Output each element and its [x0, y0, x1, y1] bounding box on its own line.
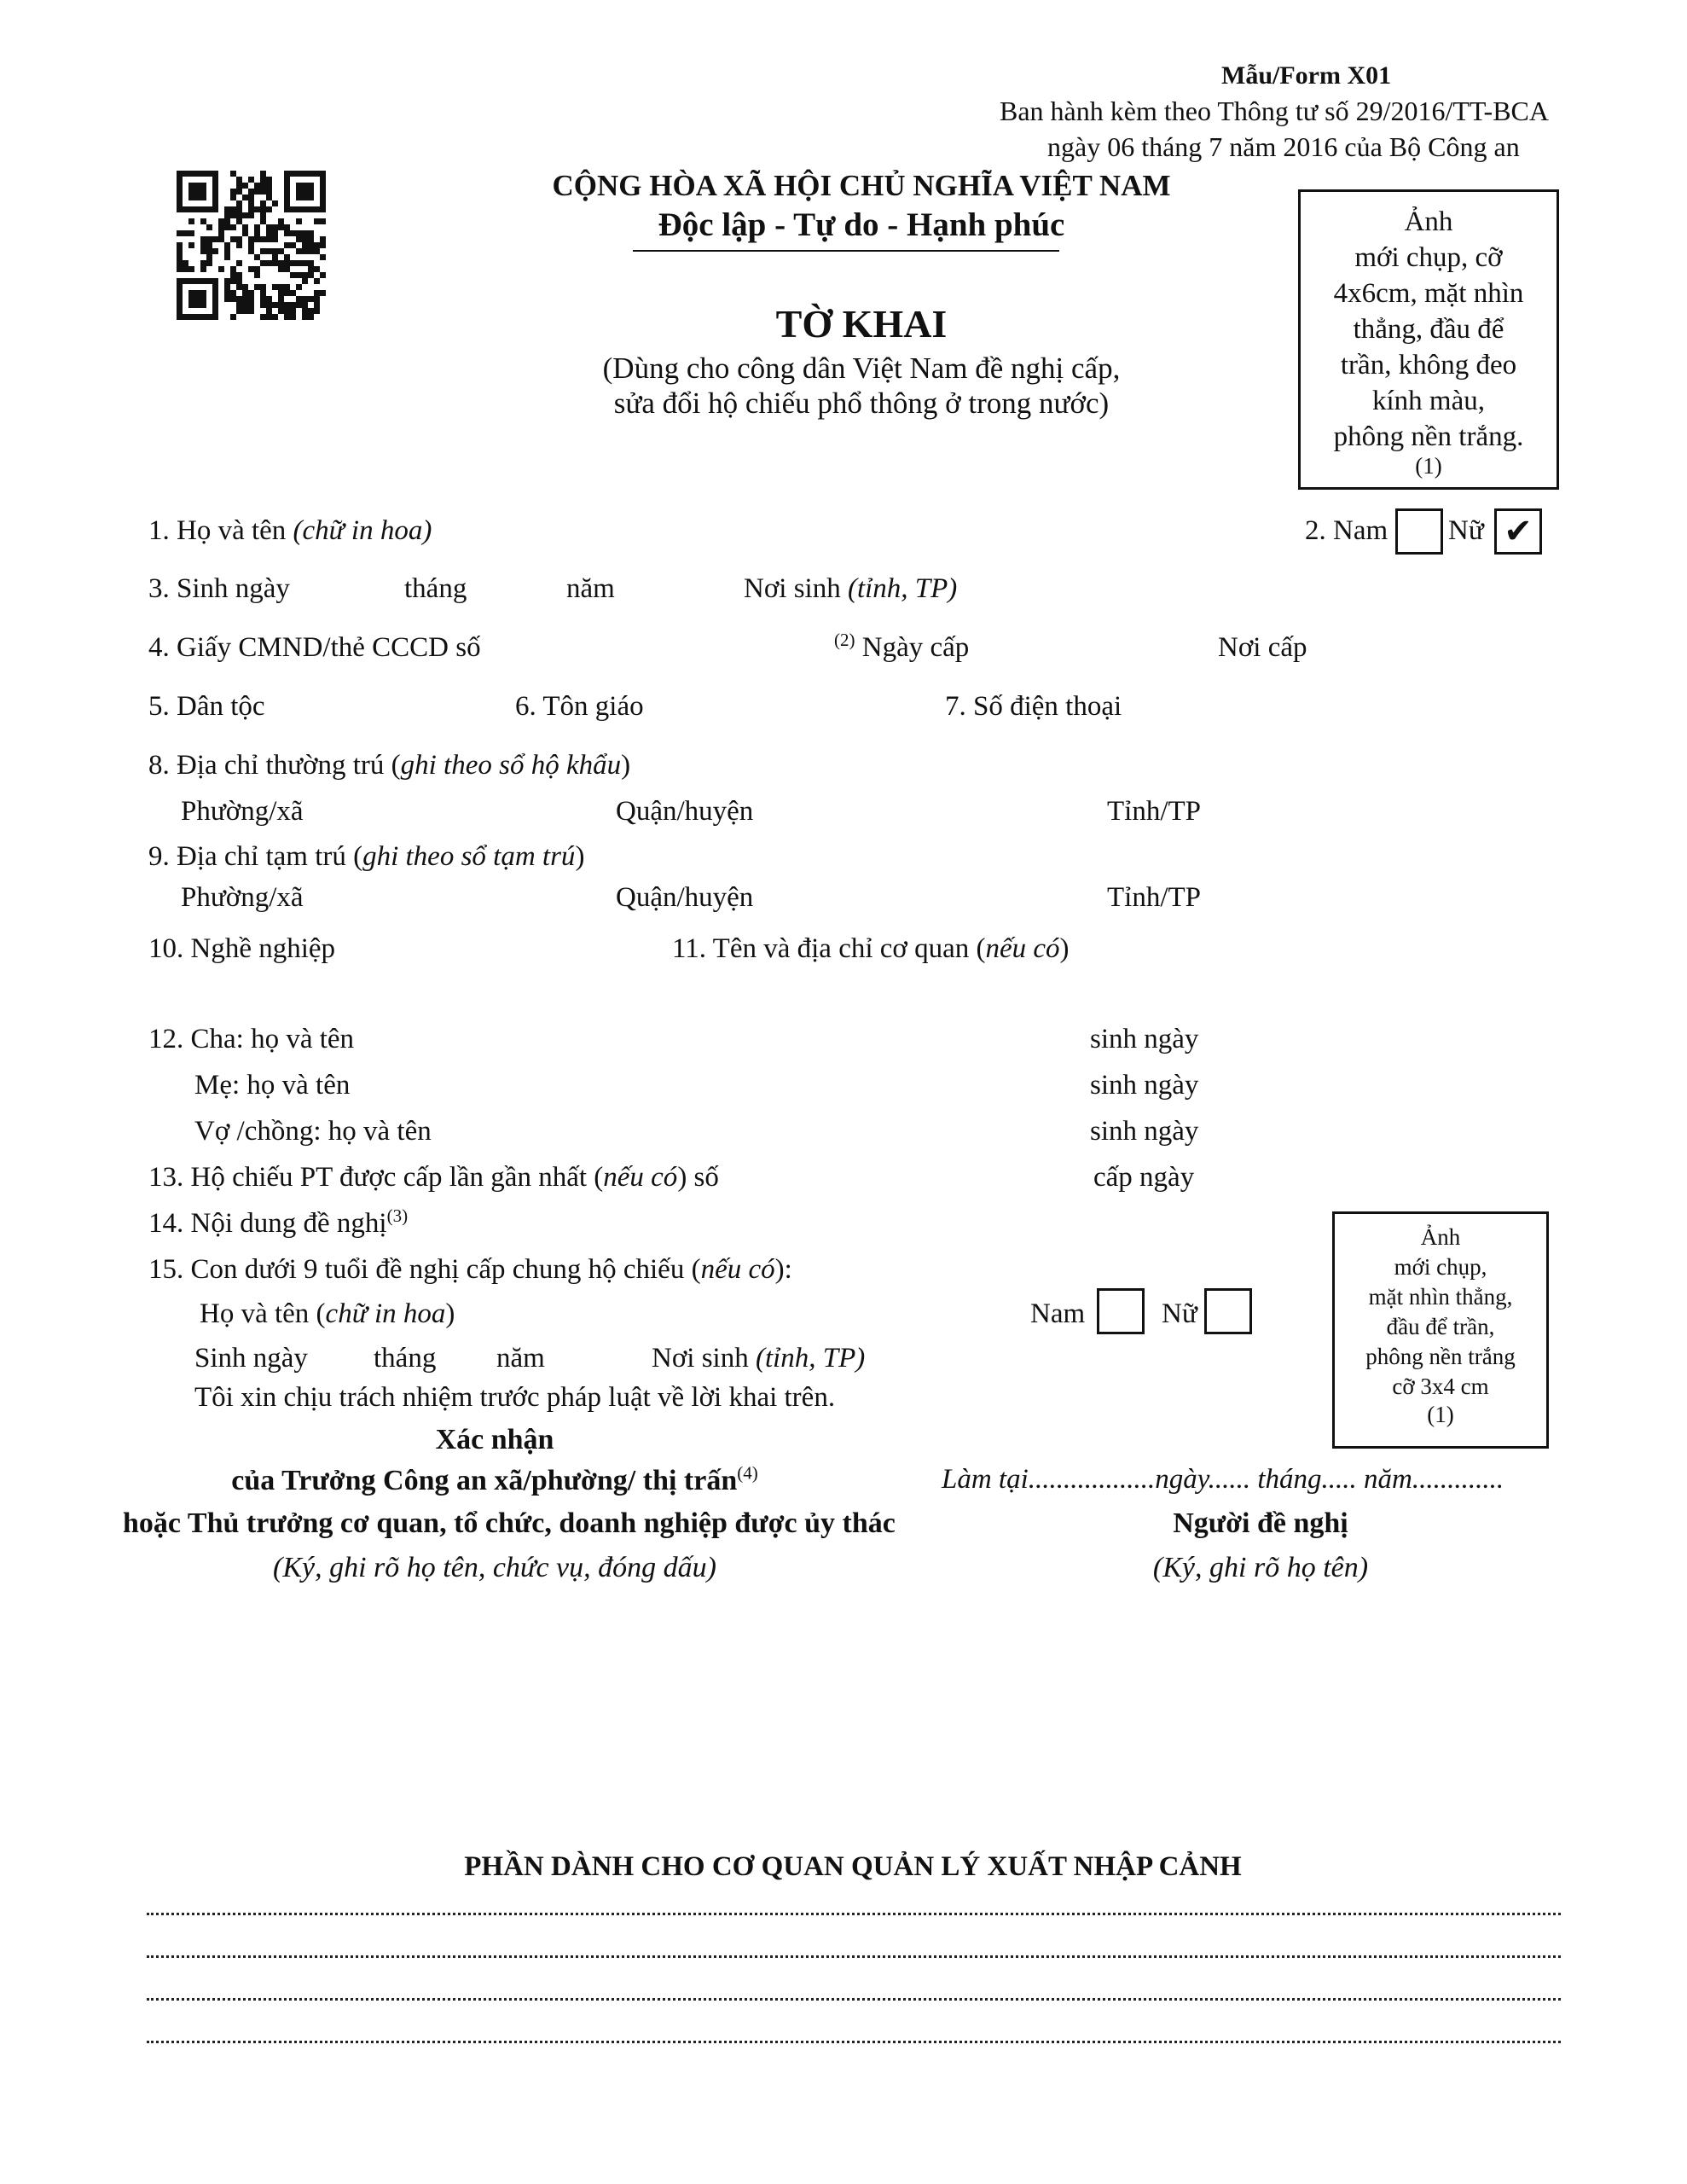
permanent-province-label: Tỉnh/TP	[1107, 796, 1202, 827]
photo-note: (1)	[1415, 453, 1442, 479]
child-female-checkbox[interactable]	[1204, 1288, 1252, 1334]
child-photo-instruction-line: mới chụp,	[1394, 1254, 1487, 1280]
form-title: TỜ KHAI	[775, 302, 948, 346]
child-birth-year-label: năm	[496, 1343, 545, 1374]
spouse-birth-date-label: sinh ngày	[1090, 1116, 1199, 1147]
office-line-4	[147, 2041, 1561, 2043]
applicant-title: Người đề nghị	[1173, 1507, 1348, 1539]
field-id-issue-place-label: Nơi cấp	[1218, 632, 1307, 663]
photo-instruction-line: kính màu,	[1372, 386, 1485, 416]
permanent-ward-label: Phường/xã	[181, 796, 304, 827]
qr-code-icon	[177, 171, 326, 320]
field-child-label: 15. Con dưới 9 tuổi đề nghị cấp chung hộ chiếu (nếu có):	[148, 1254, 792, 1285]
child-male-label: Nam	[1030, 1298, 1086, 1329]
photo-instruction-line: thẳng, đầu để	[1353, 314, 1504, 345]
child-photo-instruction-line: phông nền trắng	[1365, 1344, 1516, 1369]
photo-instruction-line: 4x6cm, mặt nhìn	[1333, 278, 1524, 309]
field-request-content-label: 14. Nội dung đề nghị$^{(3)}$	[148, 1205, 409, 1239]
field-birth-date-label: 3. Sinh ngày	[148, 573, 290, 604]
gender-male-checkbox[interactable]	[1395, 508, 1443, 555]
form-code: Mẫu/Form X01	[1221, 61, 1392, 90]
field-religion-label: 6. Tôn giáo	[515, 691, 644, 722]
temporary-district-label: Quận/huyện	[616, 882, 754, 913]
country-name: CỘNG HÒA XÃ HỘI CHỦ NGHĨA VIỆT NAM	[552, 169, 1171, 202]
field-employer-label: 11. Tên và địa chỉ cơ quan (nếu có)	[672, 933, 1070, 964]
confirmation-line-2: hoặc Thủ trưởng cơ quan, tổ chức, doanh nghiệp được ủy thác	[123, 1507, 896, 1539]
photo-instructions	[1301, 204, 1557, 455]
child-photo-instructions	[1335, 1223, 1546, 1402]
child-photo-instruction-line: đầu để trần,	[1386, 1314, 1495, 1339]
office-line-1	[147, 1913, 1561, 1915]
father-birth-date-label: sinh ngày	[1090, 1024, 1199, 1054]
mother-birth-date-label: sinh ngày	[1090, 1070, 1199, 1101]
field-occupation-label: 10. Nghề nghiệp	[148, 933, 336, 964]
photo-box-3x4	[1332, 1211, 1549, 1449]
field-id-issue-date-label: $^{(2)}$ Ngày cấp	[834, 630, 970, 663]
photo-instruction-line: Ảnh	[1404, 206, 1453, 237]
photo-box-4x6	[1298, 189, 1559, 490]
field-temporary-address-label: 9. Địa chỉ tạm trú (ghi theo sổ tạm trú)	[148, 841, 585, 872]
issued-line-1: Ban hành kèm theo Thông tư số 29/2016/TT-BCA	[1000, 96, 1549, 126]
field-ethnicity-label: 5. Dân tộc	[148, 691, 265, 722]
field-spouse-name-label: Vợ /chồng: họ và tên	[194, 1116, 432, 1147]
form-subtitle-1: (Dùng cho công dân Việt Nam đề nghị cấp,	[602, 351, 1121, 385]
place-date-line: Làm tại..................ngày...... tháng..... năm.............	[942, 1464, 1504, 1495]
applicant-hint: (Ký, ghi rõ họ tên)	[1152, 1552, 1369, 1583]
photo-instruction-line: mới chụp, cỡ	[1354, 242, 1503, 273]
gender-female-label: Nữ	[1448, 515, 1484, 546]
confirmation-hint: (Ký, ghi rõ họ tên, chức vụ, đóng dấu)	[273, 1552, 716, 1583]
national-motto: Độc lập - Tự do - Hạnh phúc	[658, 206, 1065, 243]
confirmation-title: Xác nhận	[435, 1424, 554, 1455]
field-permanent-address-label: 8. Địa chỉ thường trú (ghi theo sổ hộ khẩu)	[148, 750, 631, 781]
child-photo-instruction-line: Ảnh	[1420, 1224, 1461, 1250]
child-male-checkbox[interactable]	[1097, 1288, 1145, 1334]
temporary-province-label: Tỉnh/TP	[1107, 882, 1202, 913]
field-father-name-label: 12. Cha: họ và tên	[148, 1024, 355, 1054]
issued-line-2: ngày 06 tháng 7 năm 2016 của Bộ Công an	[1047, 131, 1520, 162]
confirmation-line-1: của Trưởng Công an xã/phường/ thị trấn$^{(4)}$	[231, 1462, 758, 1496]
field-birth-year-label: năm	[566, 573, 615, 604]
gender-female-checkbox[interactable]	[1494, 508, 1542, 555]
child-photo-note: (1)	[1427, 1402, 1454, 1427]
previous-passport-date-label: cấp ngày	[1093, 1162, 1195, 1193]
temporary-ward-label: Phường/xã	[181, 882, 304, 913]
child-female-label: Nữ	[1162, 1298, 1197, 1329]
child-birth-month-label: tháng	[374, 1343, 437, 1374]
field-phone-label: 7. Số điện thoại	[945, 691, 1122, 722]
child-birthplace-label: Nơi sinh (tỉnh, TP)	[652, 1343, 866, 1374]
child-birth-date-label: Sinh ngày	[194, 1343, 308, 1374]
photo-instruction-line: trần, không đeo	[1340, 350, 1517, 380]
checkmark-icon: ✔	[1504, 512, 1533, 551]
motto-underline	[633, 250, 1059, 252]
photo-instruction-line: phông nền trắng.	[1333, 421, 1524, 452]
field-birth-month-label: tháng	[404, 573, 467, 604]
form-subtitle-2: sửa đổi hộ chiếu phổ thông ở trong nước)	[613, 386, 1110, 420]
office-line-2	[147, 1955, 1561, 1958]
field-full-name-label: 1. Họ và tên (chữ in hoa)	[148, 515, 432, 546]
child-photo-instruction-line: cỡ 3x4 cm	[1392, 1374, 1489, 1399]
field-id-number-label: 4. Giấy CMND/thẻ CCCD số	[148, 632, 481, 663]
field-mother-name-label: Mẹ: họ và tên	[194, 1070, 351, 1101]
child-name-label: Họ và tên (chữ in hoa)	[200, 1298, 455, 1329]
field-gender-label: 2. Nam	[1305, 515, 1388, 546]
child-photo-instruction-line: mặt nhìn thẳng,	[1368, 1284, 1513, 1310]
field-birthplace-label: Nơi sinh (tỉnh, TP)	[744, 573, 958, 604]
office-section-title: PHẦN DÀNH CHO CƠ QUAN QUẢN LÝ XUẤT NHẬP CẢNH	[464, 1851, 1242, 1882]
permanent-district-label: Quận/huyện	[616, 796, 754, 827]
field-previous-passport-label: 13. Hộ chiếu PT được cấp lần gần nhất (nếu có) số	[148, 1162, 719, 1193]
office-line-3	[147, 1998, 1561, 2001]
declaration-text: Tôi xin chịu trách nhiệm trước pháp luật về lời khai trên.	[194, 1382, 836, 1413]
